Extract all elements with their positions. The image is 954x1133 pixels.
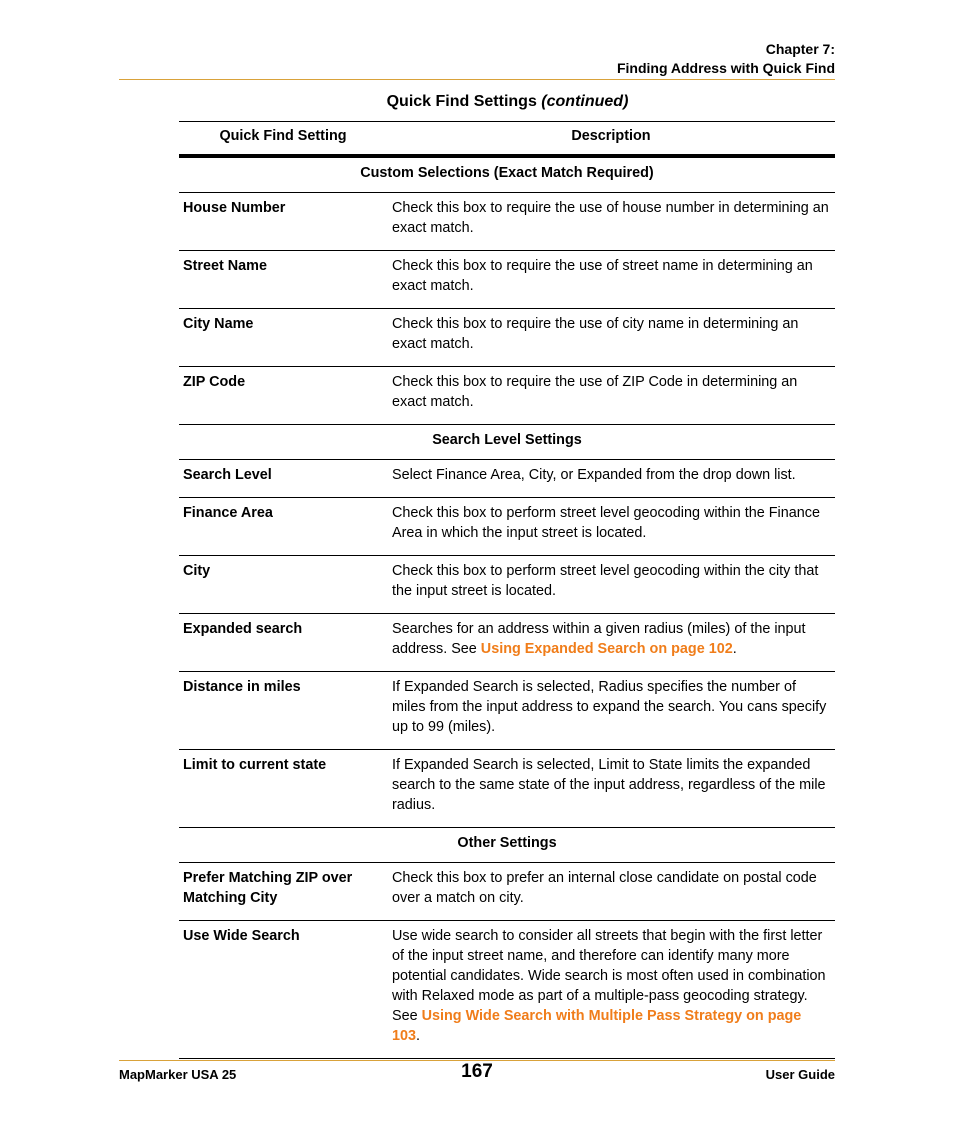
section-heading-other: Other Settings (179, 828, 835, 863)
setting-description: Use wide search to consider all streets that begin with the first letter of the input street name, and therefore can identify many more potential candidates. Wide search is most often used in combination with Relaxed mode as part of a multiple-pass geocoding strategy. See Using Wide Search with Multiple Pass Strategy on page 103. (387, 921, 835, 1059)
column-header-description: Description (387, 122, 835, 157)
table-row (179, 309, 835, 367)
table-row (179, 614, 835, 672)
chapter-label: Chapter 7: (765, 41, 835, 57)
setting-description: If Expanded Search is selected, Limit to State limits the expanded search to the same state of the input address, regardless of the mile radius. (387, 750, 835, 828)
setting-description: Select Finance Area, City, or Expanded from the drop down list. (387, 460, 835, 498)
setting-name: Search Level (179, 460, 387, 498)
setting-name: City Name (179, 309, 387, 367)
table-row (179, 193, 835, 251)
setting-description: Check this box to require the use of house number in determining an exact match. (387, 193, 835, 251)
setting-description: Check this box to perform street level geocoding within the city that the input street is located. (387, 556, 835, 614)
footer-guide: User Guide (765, 1067, 835, 1082)
table-title-suffix: (continued) (541, 93, 629, 110)
table-row (179, 672, 835, 750)
setting-name: Prefer Matching ZIP over Matching City (179, 863, 387, 921)
setting-name: Finance Area (179, 498, 387, 556)
column-header-setting: Quick Find Setting (179, 122, 387, 157)
table-row (179, 367, 835, 425)
setting-name: Street Name (179, 251, 387, 309)
table-header-row (179, 122, 835, 157)
setting-description: If Expanded Search is selected, Radius specifies the number of miles from the input address to expand the search. You cans specify up to 99 (miles). (387, 672, 835, 750)
page-number: 167 (461, 1061, 493, 1082)
section-row (179, 828, 835, 863)
setting-description: Check this box to require the use of ZIP Code in determining an exact match. (387, 367, 835, 425)
section-row (179, 425, 835, 460)
table-row (179, 251, 835, 309)
table-row (179, 921, 835, 1059)
cross-reference-link[interactable]: Using Expanded Search on page 102 (480, 641, 733, 657)
table-row (179, 863, 835, 921)
table-row (179, 498, 835, 556)
setting-name: City (179, 556, 387, 614)
setting-description: Searches for an address within a given radius (miles) of the input address. See Using Expanded Search on page 102. (387, 614, 835, 672)
table-row (179, 556, 835, 614)
setting-description: Check this box to require the use of street name in determining an exact match. (387, 251, 835, 309)
setting-name: Expanded search (179, 614, 387, 672)
table-title: Quick Find Settings (continued) (386, 93, 629, 110)
setting-description: Check this box to perform street level geocoding within the Finance Area in which the input street is located. (387, 498, 835, 556)
setting-name: House Number (179, 193, 387, 251)
section-heading-custom: Custom Selections (Exact Match Required) (179, 156, 835, 193)
section-heading-search-level: Search Level Settings (179, 425, 835, 460)
table-row (179, 750, 835, 828)
setting-name: Use Wide Search (179, 921, 387, 1059)
header-rule (119, 79, 835, 80)
settings-table (179, 121, 835, 1059)
setting-description: Check this box to require the use of city name in determining an exact match. (387, 309, 835, 367)
running-header (617, 40, 835, 78)
setting-name: Limit to current state (179, 750, 387, 828)
cross-reference-link[interactable]: Using Wide Search with Multiple Pass Strategy on page 103 (392, 1008, 802, 1044)
setting-name: ZIP Code (179, 367, 387, 425)
chapter-title: Finding Address with Quick Find (616, 60, 835, 76)
section-row (179, 156, 835, 193)
setting-name: Distance in miles (179, 672, 387, 750)
table-row (179, 460, 835, 498)
setting-description: Check this box to prefer an internal close candidate on postal code over a match on city. (387, 863, 835, 921)
footer-product: MapMarker USA 25 (119, 1067, 237, 1082)
